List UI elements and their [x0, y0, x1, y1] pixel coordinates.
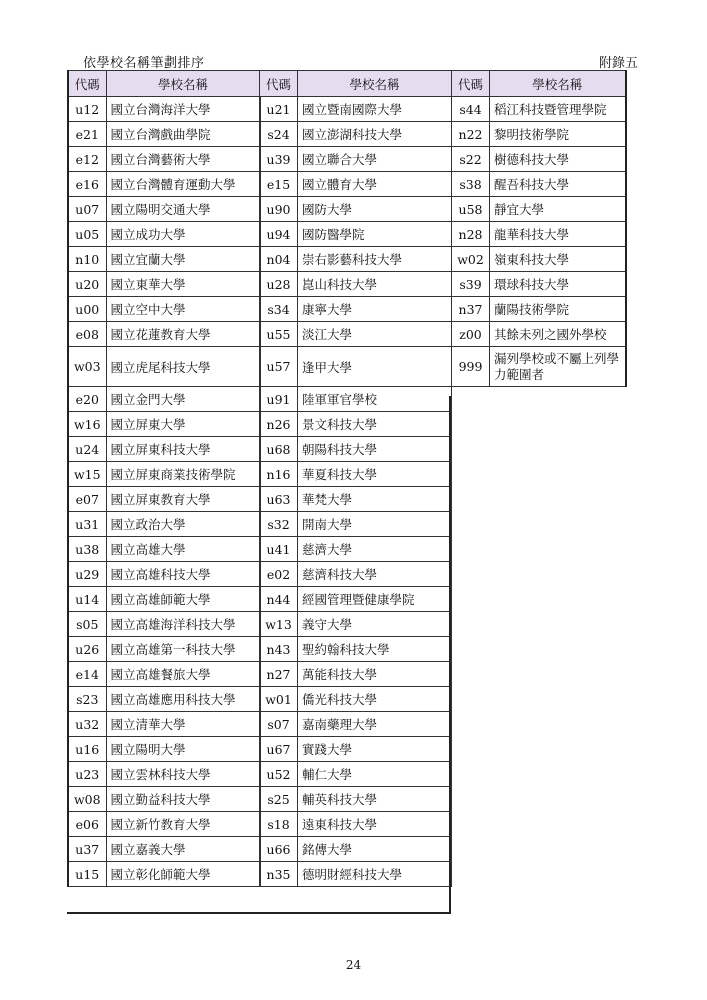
school-code: s24 [260, 122, 298, 147]
school-code: s07 [260, 712, 298, 737]
table-row [68, 347, 260, 387]
table-row [260, 687, 452, 712]
table-row [260, 122, 452, 147]
table-row [68, 322, 260, 347]
table-row [260, 787, 452, 812]
table-row [452, 172, 626, 197]
school-name: 嘉南藥理大學 [298, 712, 452, 737]
table-row [260, 172, 452, 197]
school-name: 國立高雄師範大學 [106, 587, 260, 612]
school-code: u24 [68, 437, 106, 462]
school-code: u37 [68, 837, 106, 862]
name-header: 學校名稱 [106, 71, 260, 97]
school-code: s44 [452, 97, 490, 122]
school-name: 嶺東科技大學 [490, 247, 626, 272]
school-code: e21 [68, 122, 106, 147]
school-name: 慈濟大學 [298, 537, 452, 562]
school-name: 景文科技大學 [298, 412, 452, 437]
school-code: w16 [68, 412, 106, 437]
school-name: 崑山科技大學 [298, 272, 452, 297]
school-name: 國立高雄應用科技大學 [106, 687, 260, 712]
school-code: e12 [68, 147, 106, 172]
table-row [452, 97, 626, 122]
code-header: 代碼 [68, 71, 106, 97]
table-row [68, 512, 260, 537]
school-code: u20 [68, 272, 106, 297]
table-row [260, 147, 452, 172]
school-name: 國立高雄第一科技大學 [106, 637, 260, 662]
school-code: u16 [68, 737, 106, 762]
table-row [452, 222, 626, 247]
table-header-row [68, 71, 260, 97]
school-name: 國立屏東商業技術學院 [106, 462, 260, 487]
school-code: u58 [452, 197, 490, 222]
school-code: n27 [260, 662, 298, 687]
table-row [68, 637, 260, 662]
school-name: 國立台灣體育運動大學 [106, 172, 260, 197]
school-code: w03 [68, 347, 106, 387]
table-row [260, 862, 452, 887]
school-code: u05 [68, 222, 106, 247]
school-name: 開南大學 [298, 512, 452, 537]
school-code: u32 [68, 712, 106, 737]
school-name: 環球科技大學 [490, 272, 626, 297]
table-row [260, 637, 452, 662]
table-row [68, 687, 260, 712]
school-code: u57 [260, 347, 298, 387]
school-code: s34 [260, 297, 298, 322]
school-name: 國立虎尾科技大學 [106, 347, 260, 387]
school-name: 樹德科技大學 [490, 147, 626, 172]
table-row [452, 247, 626, 272]
school-name: 國立陽明交通大學 [106, 197, 260, 222]
table-row [452, 347, 626, 387]
table-row [68, 837, 260, 862]
table-row [260, 97, 452, 122]
page-number: 24 [345, 958, 362, 972]
school-code: n43 [260, 637, 298, 662]
school-name: 國立花蓮教育大學 [106, 322, 260, 347]
school-code: n37 [452, 297, 490, 322]
school-code: w08 [68, 787, 106, 812]
table-row [452, 272, 626, 297]
table-row [260, 322, 452, 347]
sort-title: 依學校名稱筆劃排序 [83, 56, 205, 71]
school-code: 999 [452, 347, 490, 387]
table-row [260, 662, 452, 687]
table-row [68, 612, 260, 637]
school-name: 遠東科技大學 [298, 812, 452, 837]
school-code: u68 [260, 437, 298, 462]
school-name: 輔英科技大學 [298, 787, 452, 812]
table-row [68, 122, 260, 147]
school-code: u31 [68, 512, 106, 537]
school-code: u26 [68, 637, 106, 662]
school-name: 國立屏東大學 [106, 412, 260, 437]
school-code: n16 [260, 462, 298, 487]
school-table-column-b [259, 70, 452, 887]
school-code: n44 [260, 587, 298, 612]
school-code: e16 [68, 172, 106, 197]
school-name: 醒吾科技大學 [490, 172, 626, 197]
table-row [68, 587, 260, 612]
school-code: n26 [260, 412, 298, 437]
school-code: u41 [260, 537, 298, 562]
code-header: 代碼 [452, 71, 490, 97]
school-code: w02 [452, 247, 490, 272]
table-row [68, 662, 260, 687]
school-code: u90 [260, 197, 298, 222]
school-name: 國防醫學院 [298, 222, 452, 247]
school-code: u15 [68, 862, 106, 887]
school-name: 其餘未列之國外學校 [490, 322, 626, 347]
school-table-column-c [451, 70, 627, 387]
school-code: e06 [68, 812, 106, 837]
table-row [260, 197, 452, 222]
table-row [260, 297, 452, 322]
school-name: 漏列學校或不屬上列學力範圍者 [490, 347, 626, 387]
table-row [260, 222, 452, 247]
school-code: u91 [260, 387, 298, 412]
school-name: 康寧大學 [298, 297, 452, 322]
table-row [260, 762, 452, 787]
table-row [68, 487, 260, 512]
table-row [68, 562, 260, 587]
school-code: s05 [68, 612, 106, 637]
table-row [68, 712, 260, 737]
school-code: u39 [260, 147, 298, 172]
table-row [68, 297, 260, 322]
school-name: 義守大學 [298, 612, 452, 637]
table-row [260, 562, 452, 587]
school-name: 淡江大學 [298, 322, 452, 347]
table-row [68, 437, 260, 462]
table-row [68, 197, 260, 222]
table-row [68, 462, 260, 487]
table-row [260, 512, 452, 537]
school-name: 蘭陽技術學院 [490, 297, 626, 322]
table-row [68, 97, 260, 122]
school-code: e07 [68, 487, 106, 512]
school-code: s39 [452, 272, 490, 297]
table-row [260, 272, 452, 297]
school-code: u28 [260, 272, 298, 297]
school-name: 國立宜蘭大學 [106, 247, 260, 272]
school-name: 輔仁大學 [298, 762, 452, 787]
school-name: 國立台灣海洋大學 [106, 97, 260, 122]
school-name: 國立嘉義大學 [106, 837, 260, 862]
school-code: u23 [68, 762, 106, 787]
school-code: s23 [68, 687, 106, 712]
school-name: 國立勤益科技大學 [106, 787, 260, 812]
school-name: 華夏科技大學 [298, 462, 452, 487]
table-row [260, 387, 452, 412]
school-name: 黎明技術學院 [490, 122, 626, 147]
school-name: 慈濟科技大學 [298, 562, 452, 587]
school-name: 國立陽明大學 [106, 737, 260, 762]
table-right-border [449, 396, 451, 914]
table-row [260, 612, 452, 637]
school-code: u67 [260, 737, 298, 762]
school-code: u21 [260, 97, 298, 122]
school-name: 國立高雄科技大學 [106, 562, 260, 587]
school-name: 國立彰化師範大學 [106, 862, 260, 887]
school-code: w13 [260, 612, 298, 637]
table-row [260, 712, 452, 737]
table-row [260, 412, 452, 437]
school-table-column-a [67, 70, 261, 887]
school-name: 國立新竹教育大學 [106, 812, 260, 837]
table-header-row [452, 71, 626, 97]
school-name: 德明財經科技大學 [298, 862, 452, 887]
table-row [260, 537, 452, 562]
table-row [68, 147, 260, 172]
school-code: u38 [68, 537, 106, 562]
school-name: 國立屏東教育大學 [106, 487, 260, 512]
table-row [68, 762, 260, 787]
school-code: u63 [260, 487, 298, 512]
school-code: u94 [260, 222, 298, 247]
school-name: 國立屏東科技大學 [106, 437, 260, 462]
school-name: 經國管理暨健康學院 [298, 587, 452, 612]
school-code: n28 [452, 222, 490, 247]
school-code: e20 [68, 387, 106, 412]
name-header: 學校名稱 [298, 71, 452, 97]
school-code: s38 [452, 172, 490, 197]
page-header [83, 52, 638, 70]
table-row [260, 812, 452, 837]
school-code: u29 [68, 562, 106, 587]
school-name: 陸軍軍官學校 [298, 387, 452, 412]
table-row [260, 487, 452, 512]
school-name: 萬能科技大學 [298, 662, 452, 687]
table-row [68, 862, 260, 887]
table-row [68, 412, 260, 437]
appendix-label: 附錄五 [598, 56, 638, 71]
school-name: 國立台灣戲曲學院 [106, 122, 260, 147]
school-code: n10 [68, 247, 106, 272]
school-name: 國立台灣藝術大學 [106, 147, 260, 172]
table-row [68, 812, 260, 837]
school-name: 國立高雄餐旅大學 [106, 662, 260, 687]
school-name: 龍華科技大學 [490, 222, 626, 247]
school-name: 國立空中大學 [106, 297, 260, 322]
table-row [452, 147, 626, 172]
school-name: 國立暨南國際大學 [298, 97, 452, 122]
school-name: 朝陽科技大學 [298, 437, 452, 462]
school-name: 國立澎湖科技大學 [298, 122, 452, 147]
school-name: 靜宜大學 [490, 197, 626, 222]
table-row [260, 247, 452, 272]
school-name: 國立清華大學 [106, 712, 260, 737]
school-name: 國立聯合大學 [298, 147, 452, 172]
school-name: 國立高雄海洋科技大學 [106, 612, 260, 637]
school-name: 僑光科技大學 [298, 687, 452, 712]
school-code: e15 [260, 172, 298, 197]
school-code: u52 [260, 762, 298, 787]
table-row [260, 462, 452, 487]
table-row [68, 272, 260, 297]
table-row [452, 122, 626, 147]
school-code: s18 [260, 812, 298, 837]
school-code: s25 [260, 787, 298, 812]
table-row [68, 247, 260, 272]
school-name: 國立金門大學 [106, 387, 260, 412]
school-code: s22 [452, 147, 490, 172]
table-row [452, 197, 626, 222]
school-code: u07 [68, 197, 106, 222]
school-name: 華梵大學 [298, 487, 452, 512]
school-name: 逢甲大學 [298, 347, 452, 387]
school-name: 國立高雄大學 [106, 537, 260, 562]
table-bottom-border [67, 912, 451, 914]
school-name: 國立體育大學 [298, 172, 452, 197]
school-code: n22 [452, 122, 490, 147]
table-row [260, 837, 452, 862]
school-name: 銘傳大學 [298, 837, 452, 862]
school-name: 崇右影藝科技大學 [298, 247, 452, 272]
school-name: 聖約翰科技大學 [298, 637, 452, 662]
table-row [68, 172, 260, 197]
school-code: u66 [260, 837, 298, 862]
code-header: 代碼 [260, 71, 298, 97]
school-name: 國立雲林科技大學 [106, 762, 260, 787]
school-code: e02 [260, 562, 298, 587]
table-row [68, 537, 260, 562]
table-row [452, 322, 626, 347]
school-code: n35 [260, 862, 298, 887]
school-name: 國立政治大學 [106, 512, 260, 537]
school-name: 稻江科技暨管理學院 [490, 97, 626, 122]
school-code: u00 [68, 297, 106, 322]
school-code: w15 [68, 462, 106, 487]
school-code: u12 [68, 97, 106, 122]
table-row [68, 222, 260, 247]
school-name: 實踐大學 [298, 737, 452, 762]
table-row [68, 387, 260, 412]
school-code: u55 [260, 322, 298, 347]
school-code: w01 [260, 687, 298, 712]
table-row [68, 787, 260, 812]
school-code: n04 [260, 247, 298, 272]
table-row [260, 437, 452, 462]
table-row [260, 347, 452, 387]
table-row [452, 297, 626, 322]
name-header: 學校名稱 [490, 71, 626, 97]
school-name: 國立東華大學 [106, 272, 260, 297]
school-code: z00 [452, 322, 490, 347]
school-code: u14 [68, 587, 106, 612]
table-header-row [260, 71, 452, 97]
school-code: e14 [68, 662, 106, 687]
school-name: 國立成功大學 [106, 222, 260, 247]
table-row [260, 587, 452, 612]
school-code: s32 [260, 512, 298, 537]
school-code: e08 [68, 322, 106, 347]
table-row [260, 737, 452, 762]
school-name: 國防大學 [298, 197, 452, 222]
table-row [68, 737, 260, 762]
